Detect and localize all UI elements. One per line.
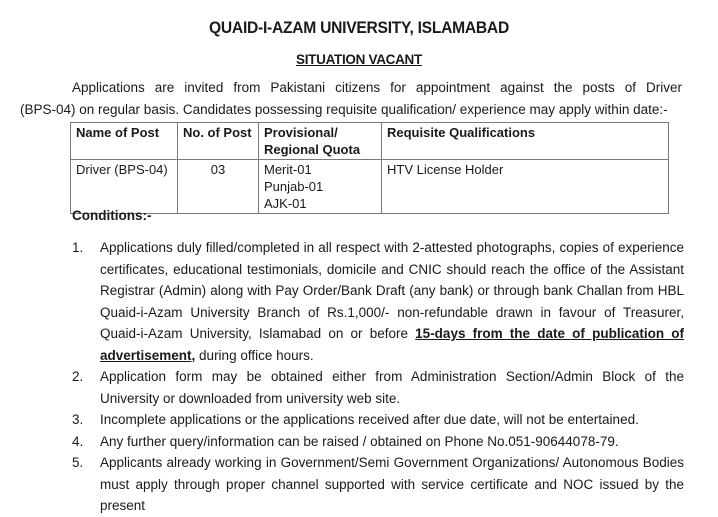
cell-post-count: 03	[178, 160, 259, 214]
condition-item	[72, 452, 684, 517]
condition-text	[100, 237, 684, 366]
condition-item	[72, 409, 684, 431]
header-quota: Provisional/ Regional Quota	[259, 123, 382, 160]
header-qualifications: Requisite Qualifications	[382, 123, 669, 160]
table-row	[71, 160, 669, 214]
situation-vacant-heading: SITUATION VACANT	[296, 52, 422, 67]
header-name-of-post: Name of Post	[71, 123, 178, 160]
posts-table	[70, 122, 669, 214]
cell-quota	[259, 160, 382, 214]
condition-number: 4.	[72, 433, 84, 449]
condition-item	[72, 237, 684, 366]
conditions-list	[72, 237, 684, 517]
header-no-of-post: No. of Post	[178, 123, 259, 160]
condition-text: Applicants already working in Government/Semi Government Organizations/ Autonomous Bodies must apply through proper channel supported with service certificate and NOC issued by the present	[100, 455, 684, 513]
condition-number: 1.	[72, 240, 84, 255]
condition-item	[72, 431, 684, 453]
condition-item	[72, 366, 684, 409]
intro-paragraph	[20, 77, 682, 121]
condition-text: Incomplete applications or the applications received after due date, will not be entertained.	[100, 412, 639, 427]
intro-line-1: Applications are invited from Pakistani citizens for appointment against the posts of Driver	[72, 80, 682, 95]
condition-text-part: Applications duly filled/completed in all respect with 2-attested photographs, copies of experience certificates, educational testimonials, domicile and CNIC should reach the office of the Assistant Registrar (Admin) along with Pay Order/Bank Draft (any bank) or through bank Challan from HBL Quaid-i-Azam University Branch of Rs.1,000/- non-refundable drawn in favour of Treasurer, Quaid-i-Azam University, Islamabad on or before	[100, 240, 684, 341]
condition-text: Application form may be obtained either from Administration Section/Admin Block of the University or downloaded from university web site.	[100, 369, 684, 406]
condition-text: Any further query/information can be raised / obtained on Phone No.051-90644078-79.	[100, 433, 619, 449]
quota-merit: Merit-01	[264, 162, 312, 177]
university-title: QUAID-I-AZAM UNIVERSITY, ISLAMABAD	[209, 18, 509, 37]
cell-post-name: Driver (BPS-04)	[71, 160, 178, 214]
conditions-heading: Conditions:-	[72, 208, 152, 223]
intro-line-2: (BPS-04) on regular basis. Candidates possessing requisite qualification/ experience may apply within date:-	[20, 102, 668, 117]
quota-ajk: AJK-01	[264, 196, 307, 211]
condition-text-part: during office hours.	[195, 347, 314, 363]
quota-punjab: Punjab-01	[264, 179, 324, 194]
table-header-row	[71, 123, 669, 160]
deadline-emphasis: 15-days from the date of publication of advertisement,	[100, 326, 684, 363]
cell-qualification: HTV License Holder	[382, 160, 669, 214]
condition-number: 3.	[72, 412, 84, 427]
condition-number: 2.	[72, 369, 84, 384]
condition-number: 5.	[72, 455, 84, 470]
